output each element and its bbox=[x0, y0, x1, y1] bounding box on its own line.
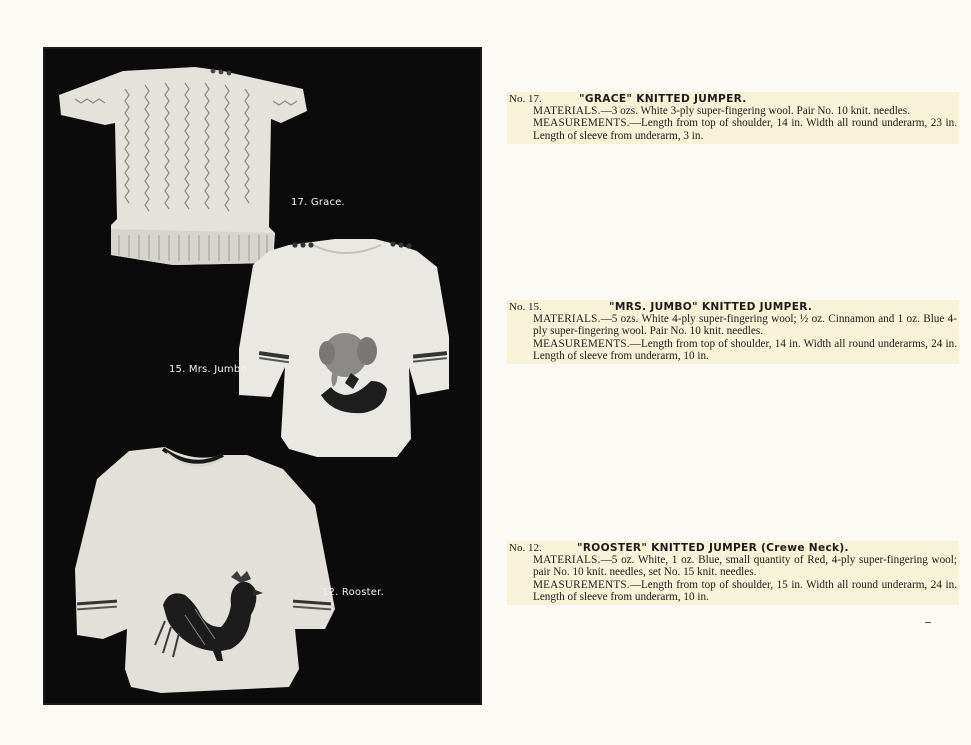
measurements-label: MEASUREMENTS. bbox=[533, 578, 630, 591]
pattern-entry-mrs-jumbo bbox=[507, 300, 959, 364]
materials-label: MATERIALS. bbox=[533, 105, 601, 118]
caption-rooster: 12. Rooster. bbox=[322, 587, 384, 598]
materials-paragraph bbox=[509, 313, 957, 337]
pattern-title: "GRACE" KNITTED JUMPER. bbox=[579, 93, 747, 105]
measurements-paragraph bbox=[509, 579, 957, 603]
materials-label: MATERIALS. bbox=[533, 313, 601, 326]
entry-heading bbox=[509, 542, 957, 554]
materials-paragraph bbox=[509, 554, 957, 578]
pattern-number: No. 17. bbox=[509, 93, 542, 105]
caption-grace: 17. Grace. bbox=[291, 197, 345, 208]
pattern-number: No. 12. bbox=[509, 542, 542, 554]
caption-mrs-jumbo: 15. Mrs. Jumbo. bbox=[169, 364, 250, 375]
photo-plate bbox=[43, 47, 482, 705]
measurements-label: MEASUREMENTS. bbox=[533, 337, 630, 350]
pattern-title: "MRS. JUMBO" KNITTED JUMPER. bbox=[609, 301, 813, 313]
measurements-label: MEASUREMENTS. bbox=[533, 117, 630, 130]
end-rule bbox=[925, 622, 931, 623]
mrs-jumbo-jumper-image bbox=[239, 239, 449, 457]
measurements-text: —Length from top of shoulder, 14 in. Width all round underarms, 24 in. Length of sleeve from underarm, 10 in. bbox=[533, 337, 957, 362]
measurements-paragraph bbox=[509, 117, 957, 141]
pattern-number: No. 15. bbox=[509, 301, 542, 313]
entry-heading bbox=[509, 93, 957, 105]
measurements-text: —Length from top of shoulder, 15 in. Width all round underarm, 24 in. Length of sleeve from underarm, 10 in. bbox=[533, 578, 957, 603]
measurements-text: —Length from top of shoulder, 14 in. Width all round underarm, 23 in. Length of sleeve from underarm, 3 in. bbox=[533, 117, 957, 142]
materials-text: —5 oz. White, 1 oz. Blue, small quantity of Red, 4-ply super-fingering wool; pair No. 10 knit. needles, set No. 15 knit. needles. bbox=[533, 554, 957, 579]
materials-text: —5 ozs. White 4-ply super-fingering wool; ½ oz. Cinnamon and 1 oz. Blue 4-ply super-fingering wool. Pair No. 10 knit. needles. bbox=[533, 313, 957, 338]
grace-jumper-image bbox=[59, 67, 307, 265]
measurements-paragraph bbox=[509, 338, 957, 362]
pattern-title: "ROOSTER" KNITTED JUMPER (Crewe Neck). bbox=[577, 542, 849, 554]
entry-heading bbox=[509, 301, 957, 313]
materials-label: MATERIALS. bbox=[533, 554, 601, 567]
materials-paragraph bbox=[509, 105, 957, 117]
materials-text: —3 ozs. White 3-ply super-fingering wool. Pair No. 10 knit. needles. bbox=[600, 105, 910, 118]
rooster-jumper-image bbox=[75, 447, 335, 693]
jumpers-photo bbox=[45, 49, 480, 703]
pattern-entry-rooster bbox=[507, 541, 959, 605]
pattern-entry-grace bbox=[507, 92, 959, 144]
